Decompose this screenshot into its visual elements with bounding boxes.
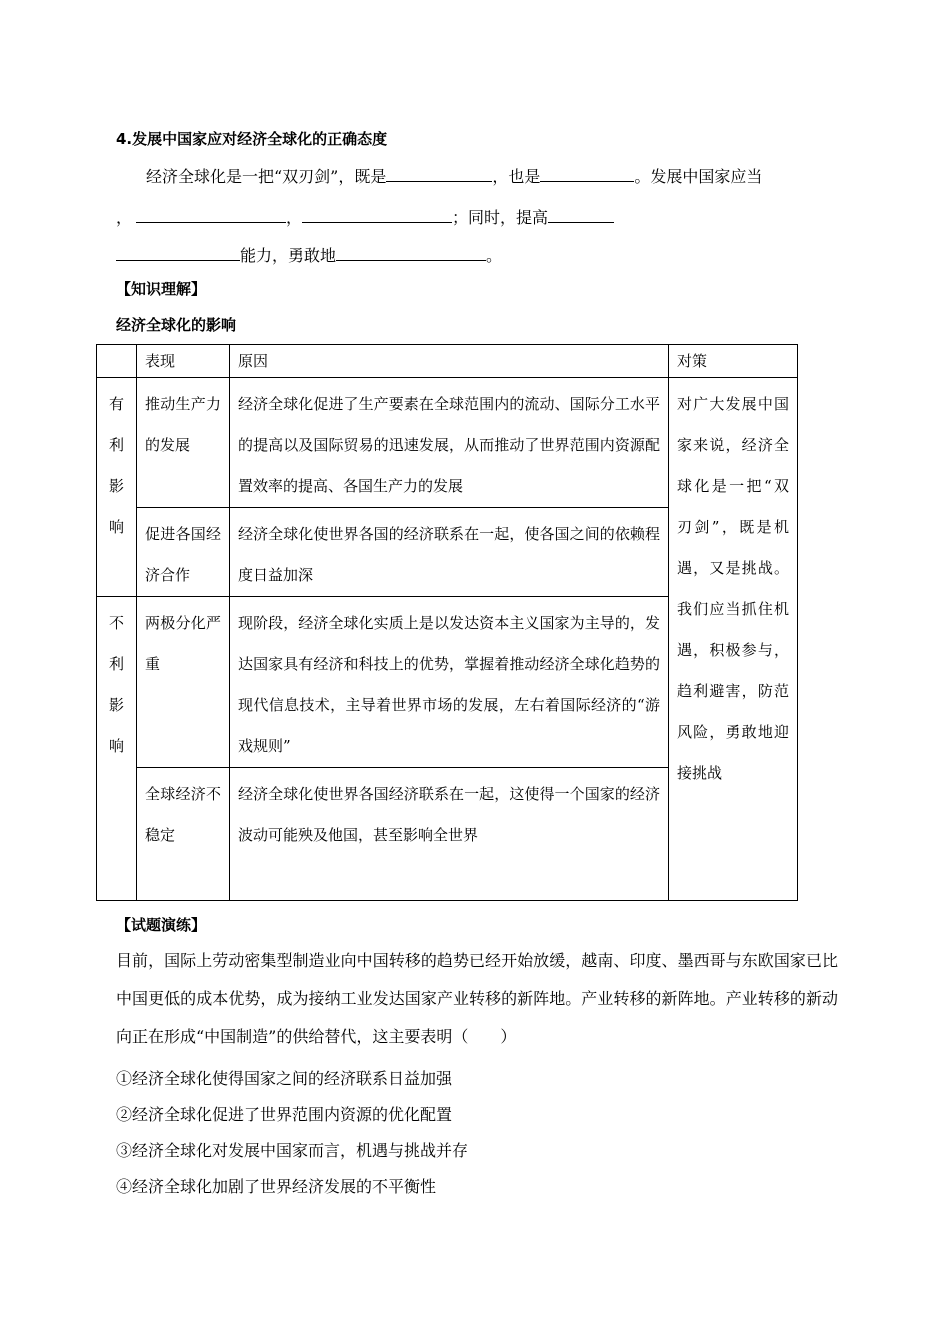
section-heading: 4.发展中国家应对经济全球化的正确态度 (116, 130, 388, 148)
fill-text: 。 (486, 246, 503, 265)
question-text: 目前，国际上劳动密集型制造业向中国转移的趋势已经开始放缓，越南、印度、墨西哥与东欧国家已比中国更低的成本优势，成为接纳工业发达国家产业转移的新阵地。产业转移的新阵地。产业转移的新动向正在形成“中国制造”的供给替代，这主要表明（ ） (116, 951, 838, 1046)
fill-in-line-3 (116, 243, 502, 266)
reason-cell: 经济全球化促进了生产要素在全球范围内的流动、国际分工水平的提高以及国际贸易的迅速发展，从而推动了世界范围内资源配置效率的提高、各国生产力的发展 (230, 378, 669, 508)
fill-text: 经济全球化是一把“双刃剑”，既是 (146, 167, 387, 186)
table-row (97, 378, 798, 508)
table-title: 经济全球化的影响 (116, 316, 237, 334)
blank-field[interactable] (336, 246, 486, 261)
header-cell (97, 345, 137, 378)
performance-cell: 促进各国经济合作 (137, 508, 230, 597)
countermeasure-cell: 对广大发展中国家来说，经济全球化是一把“双刃剑”，既是机遇，又是挑战。我们应当抓住机遇，积极参与，趋利避害，防范风险，勇敢地迎接挑战 (669, 378, 798, 901)
fill-text: ， (286, 208, 303, 227)
blank-field[interactable] (116, 246, 240, 261)
header-cell: 表现 (137, 345, 230, 378)
option-2[interactable]: ②经济全球化促进了世界范围内资源的优化配置 (116, 1105, 453, 1124)
fill-in-line-1 (146, 164, 762, 187)
option-3[interactable]: ③经济全球化对发展中国家而言，机遇与挑战并存 (116, 1141, 469, 1160)
fill-text: ；同时，提高 (452, 208, 549, 227)
fill-in-line-2 (116, 205, 614, 228)
header-cell: 原因 (230, 345, 669, 378)
option-1[interactable]: ①经济全球化使得国家之间的经济联系日益加强 (116, 1069, 453, 1088)
performance-cell: 推动生产力的发展 (137, 378, 230, 508)
favorable-impact-label: 有 利 影 响 (97, 378, 137, 597)
blank-field[interactable] (548, 208, 614, 223)
knowledge-label: 【知识理解】 (116, 280, 207, 298)
table-header-row (97, 345, 798, 378)
fill-text: 能力，勇敢地 (240, 246, 337, 265)
performance-cell: 两极分化严重 (137, 597, 230, 768)
option-4[interactable]: ④经济全球化加剧了世界经济发展的不平衡性 (116, 1177, 437, 1196)
reason-cell: 经济全球化使世界各国经济联系在一起，这使得一个国家的经济波动可能殃及他国，甚至影响全世界 (230, 768, 669, 901)
blank-field[interactable] (540, 167, 634, 182)
fill-text: ， (116, 208, 133, 227)
blank-field[interactable] (136, 208, 286, 223)
unfavorable-impact-label: 不 利 影 响 (97, 597, 137, 901)
performance-cell: 全球经济不稳定 (137, 768, 230, 901)
blank-field[interactable] (302, 208, 452, 223)
impact-table (96, 344, 798, 901)
reason-cell: 经济全球化使世界各国的经济联系在一起，使各国之间的依赖程度日益加深 (230, 508, 669, 597)
reason-cell: 现阶段，经济全球化实质上是以发达资本主义国家为主导的，发达国家具有经济和科技上的优势，掌握着推动经济全球化趋势的现代信息技术，主导着世界市场的发展，左右着国际经济的“游戏规则” (230, 597, 669, 768)
exercise-label: 【试题演练】 (116, 916, 207, 934)
fill-text: ，也是 (492, 167, 541, 186)
blank-field[interactable] (386, 167, 492, 182)
header-cell: 对策 (669, 345, 798, 378)
fill-text: 。发展中国家应当 (634, 167, 763, 186)
